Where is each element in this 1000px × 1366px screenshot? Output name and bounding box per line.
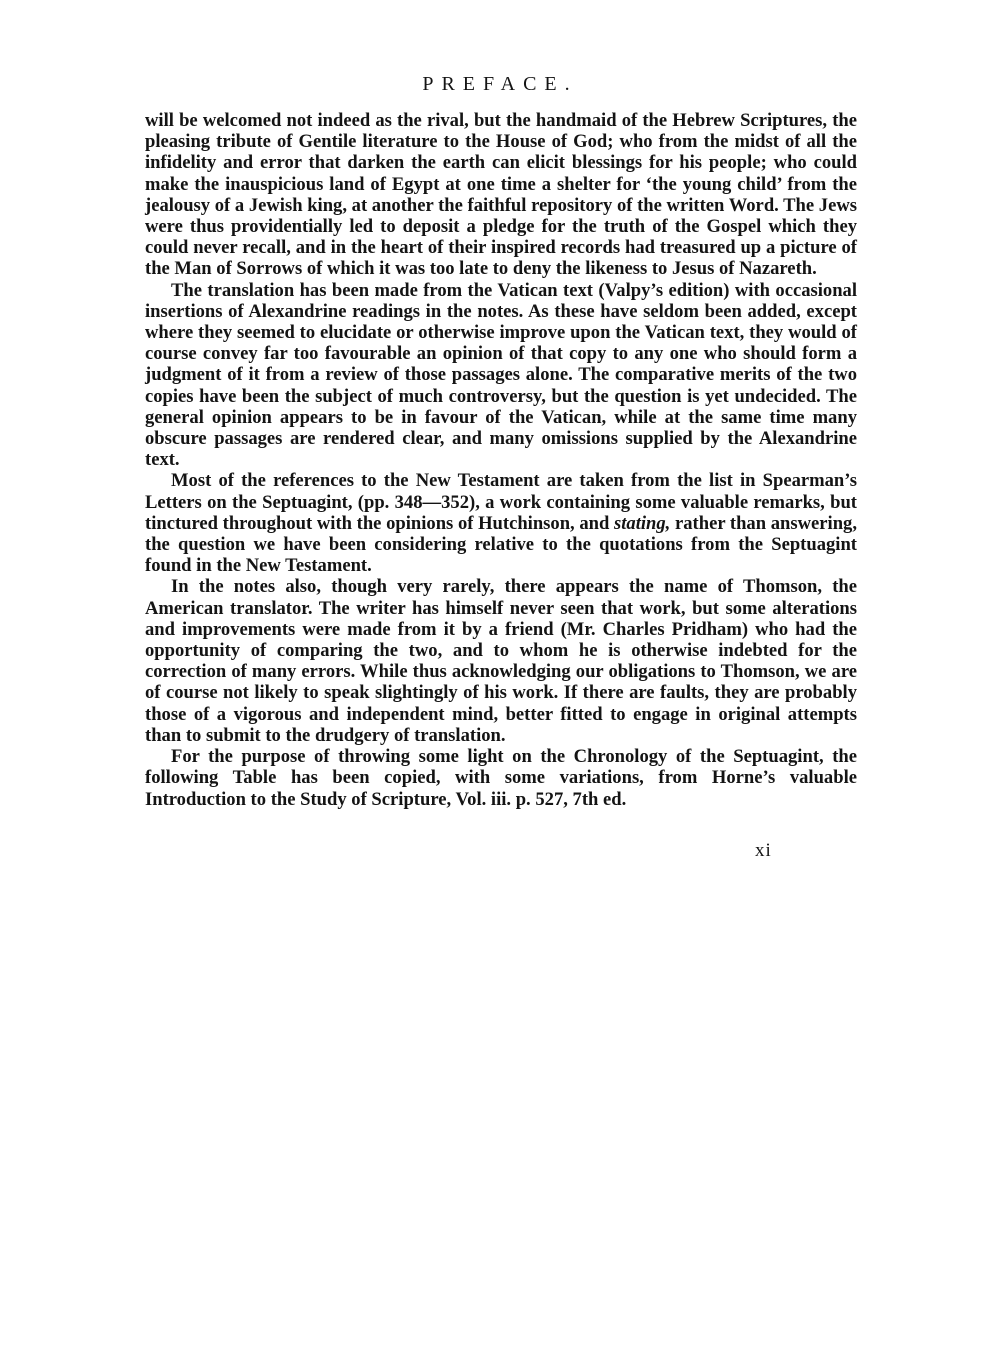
paragraph-new-testament-references [145, 470, 857, 576]
paragraph-thomson-translator: In the notes also, though very rarely, there appears the name of Thomson, the American translator. The writer has himself never seen that work, but some alterations and improvements were made from it by a friend (Mr. Charles Pridham) who had the opportunity of comparing the two, and to whom he is otherwise indebted for the correction of many errors. While thus acknowledging our obligations to Thomson, we are of course not likely to speak slightingly of his work. If there are faults, they are probably those of a vigorous and independent mind, better fitted to engage in original attempts than to submit to the drudgery of translation. [145, 576, 857, 746]
paragraph-chronology-table: For the purpose of throwing some light on the Chronology of the Septuagint, the following Table has been copied, with some variations, from Horne’s valuable Introduction to the Study of Scripture, Vol. iii. p. 527, 7th ed. [145, 746, 857, 810]
running-title: PREFACE. [422, 73, 578, 95]
paragraph-continuation: will be welcomed not indeed as the rival, but the handmaid of the Hebrew Scriptures, the pleasing tribute of Gentile literature to the House of God; who from the midst of all the infidelity and error that darken the earth can elicit blessings for his people; who could make the inauspicious land of Egypt at one time a shelter for ‘the young child’ from the jealousy of a Jewish king, at another the faithful repository of the written Word. The Jews were thus providentially led to deposit a pledge for the truth of the Gospel which they could never recall, and in the heart of their inspired records had treasured up a picture of the Man of Sorrows of which it was too late to deny the likeness to Jesus of Nazareth. [145, 110, 857, 280]
paragraph-text-before-italic: Most of the references to the New Testament are taken from the list in Spearman’s Letters on the Septuagint, (pp. 348—352), a work containing some valuable remarks, but tinctured throughout with the opinions of Hutchinson, and [145, 470, 857, 534]
page-number: xi [755, 840, 772, 861]
paragraph-text-after-italic: rather than answering, the question we have been considering relative to the quotations from the Septuagint found in the New Testament. [145, 512, 857, 577]
italic-word: stating, [614, 512, 671, 534]
preface-text [145, 110, 857, 810]
paragraph-translation-source: The translation has been made from the Vatican text (Valpy’s edition) with occasional insertions of Alexandrine readings in the notes. As these have seldom been added, except where they seemed to elucidate or otherwise improve upon the Vatican text, they would of course convey far too favourable an opinion of that copy to any one who should form a judgment of it from a review of those passages alone. The comparative merits of the two copies have been the subject of much controversy, but the question is yet undecided. The general opinion appears to be in favour of the Vatican, while at the same time many obscure passages are rendered clear, and many omissions supplied by the Alexandrine text. [145, 279, 857, 471]
